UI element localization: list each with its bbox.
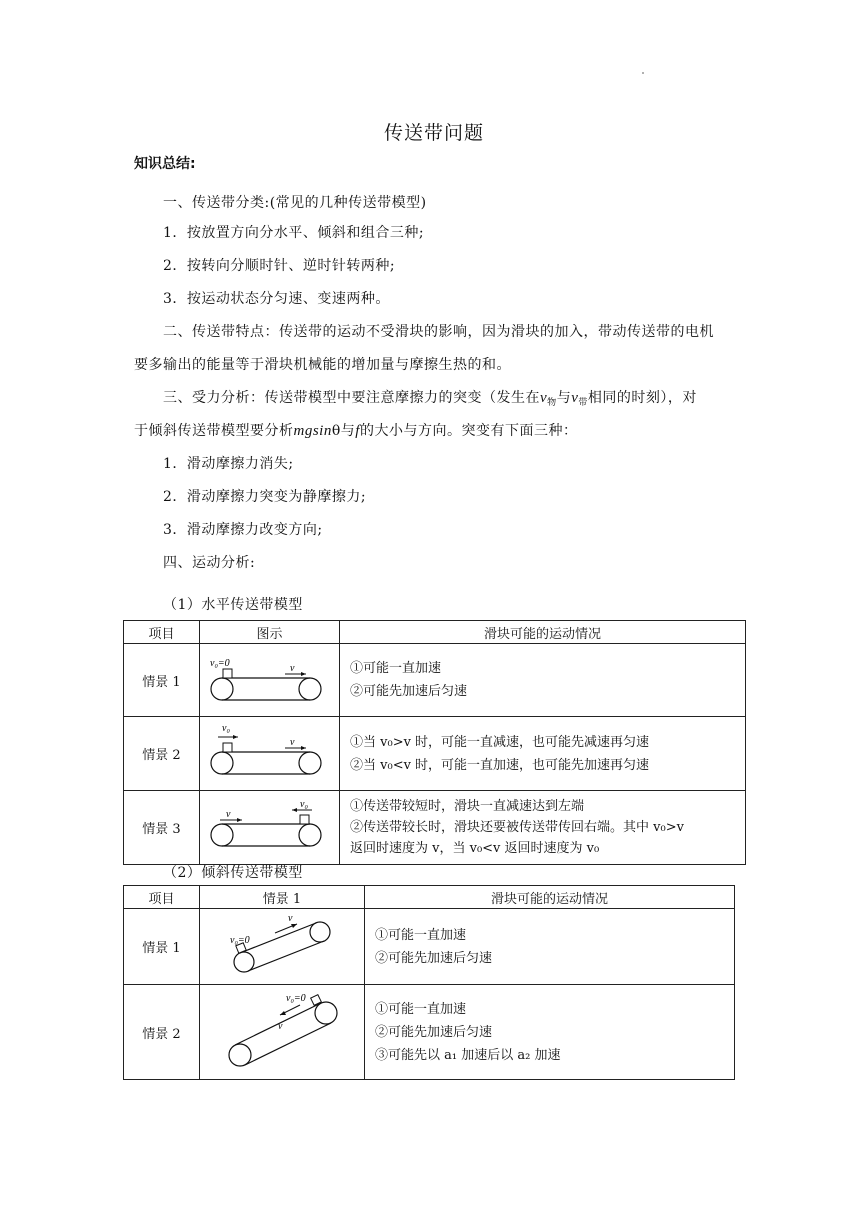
s2-line-2: 要多输出的能量等于滑块机械能的增加量与摩擦生热的和。 [134, 357, 511, 373]
inclined-model-table [123, 885, 735, 1080]
col-header-diagram: 图示 [200, 621, 340, 644]
s3-line2-b: 的大小与方向。突变有下面三种： [359, 423, 578, 439]
table-header-row [124, 621, 746, 644]
inclined-model-title: （2）倾斜传送带模型 [163, 865, 303, 881]
s1-item-1: 1．按放置方向分水平、倾斜和组合三种; [163, 225, 425, 241]
row-label: 情景 2 [124, 985, 200, 1080]
table-row [124, 791, 746, 865]
row-label: 情景 3 [124, 791, 200, 865]
diagram-cell [200, 644, 340, 717]
motion-line: ①当 v₀>v 时，可能一直减速，也可能先减速再匀速 [350, 734, 650, 750]
motion-line: ①可能一直加速 [350, 661, 442, 676]
col-header-motion: 滑块可能的运动情况 [365, 886, 735, 909]
motion-cell [365, 985, 735, 1080]
col-header-motion: 滑块可能的运动情况 [340, 621, 746, 644]
motion-line: ①传送带较短时，滑块一直减速达到左端 [350, 799, 585, 814]
motion-line: 返回时速度为 v，当 v₀<v 返回时速度为 v₀ [350, 841, 600, 856]
v-subscript: 物 [547, 398, 557, 408]
row-label: 情景 1 [124, 909, 200, 985]
s3-text-b: 与 [556, 390, 572, 406]
page-title: 传送带问题 [383, 122, 484, 144]
s3-text-a: 三、受力分析：传送带模型中要注意摩擦力的突变（发生在 [163, 390, 540, 406]
s2-line-1: 二、传送带特点：传送带的运动不受滑块的影响，因为滑块的加入，带动传送带的电机 [163, 324, 714, 340]
horizontal-model-table [123, 620, 746, 865]
label-v0-zero: v₀=0 [230, 935, 250, 946]
motion-line: ②当 v₀<v 时，可能一直加速，也可能先加速再匀速 [350, 757, 650, 773]
theta-symbol: θ [331, 423, 341, 439]
diagram-cell [200, 791, 340, 865]
motion-line: ①可能一直加速 [375, 1001, 467, 1017]
table-row [124, 644, 746, 717]
row-label: 情景 2 [124, 717, 200, 791]
conveyor-diagram-i2 [200, 985, 364, 1075]
s3-line-1 [163, 387, 697, 408]
table-row [124, 717, 746, 791]
formula-mgsin: mgsin [293, 423, 332, 439]
col-header-item: 项目 [124, 621, 200, 644]
label-v0: v₀ [222, 723, 230, 734]
s3-line2-a: 于倾斜传送带模型要分析 [134, 423, 294, 439]
section-heading: 知识总结: [134, 156, 196, 172]
s1-title: 一、传送带分类:(常见的几种传送带模型) [163, 195, 427, 211]
s3-text-c: 相同的时刻），对 [587, 390, 697, 406]
speck [642, 72, 644, 74]
motion-line: ②可能先加速后匀速 [375, 1024, 493, 1040]
s3-and: 与 [340, 423, 356, 439]
label-v0-zero: v₀=0 [210, 658, 230, 669]
diagram-cell [200, 717, 340, 791]
s3-item-2: 2．滑动摩擦力突变为静摩擦力; [163, 489, 367, 505]
s1-item-3: 3．按运动状态分匀速、变速两种。 [163, 291, 390, 307]
motion-cell [340, 644, 746, 717]
s3-item-3: 3．滑动摩擦力改变方向; [163, 522, 323, 538]
motion-line: ①可能一直加速 [375, 927, 467, 943]
s3-line-2 [134, 420, 577, 440]
table-row [124, 909, 735, 985]
diagram-cell [200, 909, 365, 985]
col-header-item: 项目 [124, 886, 200, 909]
motion-line: ②传送带较长时，滑块还要被传送带传回右端。其中 v₀>v [350, 820, 684, 835]
col-header-scene: 情景 1 [200, 886, 365, 909]
label-v0: v₀ [300, 799, 308, 810]
label-v: v [278, 1021, 283, 1032]
v-subscript: 带 [578, 398, 588, 408]
conveyor-diagram-i1 [200, 909, 364, 980]
table-header-row [124, 886, 735, 909]
row-label: 情景 1 [124, 644, 200, 717]
v-symbol: v [540, 390, 548, 406]
s1-item-2: 2．按转向分顺时针、逆时针转两种; [163, 258, 396, 274]
label-v: v [290, 663, 295, 674]
motion-line: ②可能先加速后匀速 [350, 684, 468, 699]
motion-line: ③可能先以 a₁ 加速后以 a₂ 加速 [375, 1047, 561, 1063]
v-symbol: v [571, 390, 579, 406]
diagram-cell [200, 985, 365, 1080]
friction-f: f [355, 423, 360, 439]
motion-line: ②可能先加速后匀速 [375, 950, 493, 966]
s3-item-1: 1．滑动摩擦力消失; [163, 456, 294, 472]
motion-cell [340, 717, 746, 791]
motion-cell [340, 791, 746, 865]
s4-title: 四、运动分析: [163, 555, 256, 571]
table-row [124, 985, 735, 1080]
conveyor-diagram-h2 [200, 717, 339, 786]
motion-cell [365, 909, 735, 985]
label-v: v [288, 913, 293, 924]
label-v0-zero: v₀=0 [286, 993, 306, 1004]
horizontal-model-title: （1）水平传送带模型 [163, 597, 303, 613]
label-v: v [226, 809, 231, 820]
label-v: v [290, 737, 295, 748]
conveyor-diagram-h3 [200, 791, 339, 860]
conveyor-diagram-h1 [200, 644, 339, 712]
